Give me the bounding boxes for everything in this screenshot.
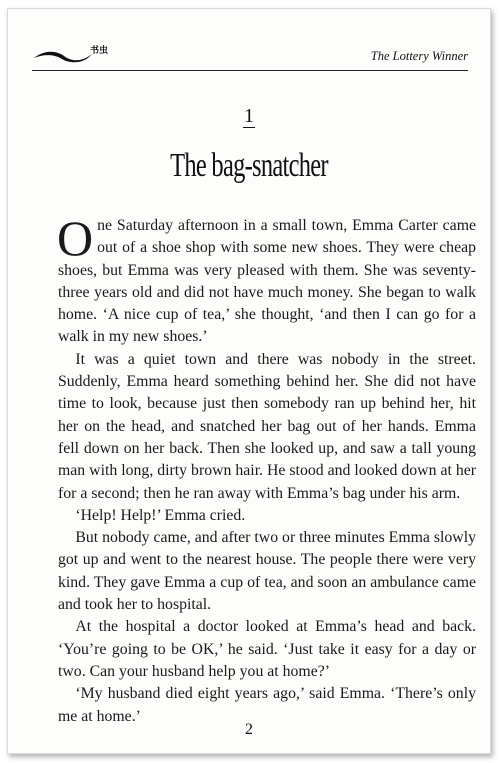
paragraph-text: ne Saturday afternoon in a small town, Emma Carter came out of a shoe shop with some new shoes. They were cheap shoes, but Emma was very pleased with them. She was seventy-three years old and did not have much money. She began to walk home. ‘A nice cup of tea,’ she thought, ‘and then I can go for a walk in my new shoes.’ [58, 217, 476, 346]
chapter-number-text: 1 [244, 105, 254, 127]
chapter-number [8, 105, 490, 128]
chapter-title: The bag-snatcher [170, 147, 328, 184]
chapter-body [57, 210, 476, 728]
drop-cap: O [57, 210, 94, 266]
series-logo [32, 43, 110, 67]
page-header [32, 45, 468, 67]
paragraph: At the hospital a doctor looked at Emma’s head and back. ‘You’re going to be OK,’ he said. ‘Just take it easy for a day or two. Can your husband help you at home?’ [58, 618, 476, 680]
paragraph: ‘Help! Help!’ Emma cried. [75, 506, 246, 524]
running-title: The Lottery Winner [370, 49, 468, 63]
series-logo-text: 书虫 [90, 46, 109, 56]
paragraph [57, 210, 476, 349]
bookworm-swoosh-icon [32, 49, 94, 65]
paragraph: It was a quiet town and there was nobody in the street. Suddenly, Emma heard something behind her. She did not have time to look, because just then somebody ran up behind her, hit her on the head, and snatched her bag out of her hands. Emma fell down on her back. Then she looked up, and saw a tall young man with long, dirty brown hair. He stood and looked down at her for a second; then he ran away with Emma’s bag under his arm. [58, 350, 476, 502]
paragraph: ‘My husband died eight years ago,’ said Emma. ‘There’s only me at home.’ [58, 685, 476, 725]
book-page [7, 8, 491, 754]
paragraph: But nobody came, and after two or three minutes Emma slowly got up and went to the nearest house. The people there were very kind. They gave Emma a cup of tea, and soon an ambulance came and took her to hospital. [58, 529, 476, 614]
page-number: 2 [245, 721, 253, 738]
header-rule [32, 70, 468, 71]
